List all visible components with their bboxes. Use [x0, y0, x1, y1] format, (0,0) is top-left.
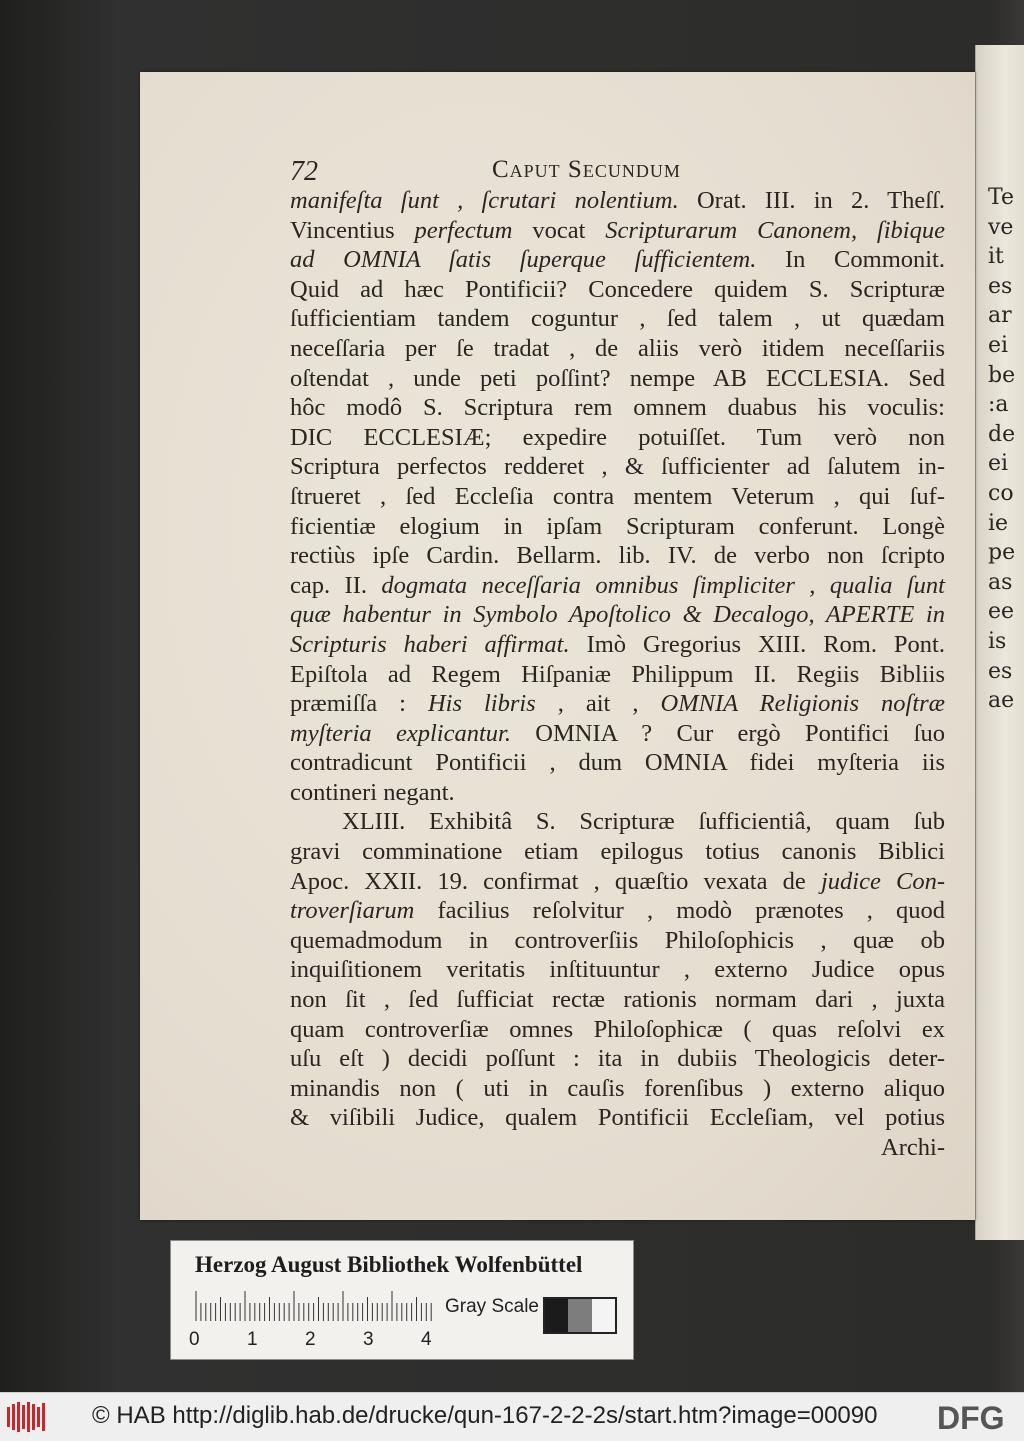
text-line: [290, 245, 945, 275]
text-line: [290, 719, 945, 749]
text-segment: manifeſta ſunt , ſcrutari nolentium.: [290, 187, 679, 214]
text-segment: OMNIA Religionis noſtræ: [660, 690, 945, 718]
dfg-logo-text: DFG: [937, 1401, 1005, 1433]
text-segment: Scriptura perfectos redderet , & ſufficienter ad ſalutem in-: [290, 453, 945, 481]
text-segment: uſu eſt ) decidi poſſunt : ita in dubiis Theologicis deter-: [290, 1045, 945, 1073]
facing-fragment: es: [988, 658, 1013, 684]
hab-logo-icon: [6, 1401, 48, 1433]
text-segment: judice Con-: [820, 867, 945, 895]
text-line: [290, 364, 945, 394]
ruler-number: 0: [189, 1329, 200, 1350]
text-segment: quemadmodum in controverſiis Philoſophicis , quæ ob: [290, 926, 945, 954]
text-line: [290, 1103, 945, 1133]
gray-swatch: [568, 1299, 591, 1332]
text-segment: Scripturarum Canonem, ſibique: [605, 216, 945, 244]
text-segment: quæ habentur in Symbolo Apoſtolico & Decalogo, APERTE in: [290, 601, 945, 629]
text-line: [290, 216, 945, 246]
gray-swatch: [592, 1299, 615, 1332]
hab-logo-bar: [12, 1404, 15, 1430]
text-segment: hôc modô S. Scriptura rem omnem duabus his voculis:: [290, 394, 945, 422]
text-segment: myſteria explicantur.: [290, 719, 511, 747]
text-line: [290, 896, 945, 926]
text-segment: Scripturis haberi affirmat.: [290, 630, 570, 658]
facing-fragment: it: [988, 244, 1004, 270]
text-segment: vocat: [512, 216, 606, 244]
text-segment: In Commonit.: [756, 246, 945, 274]
text-segment: contineri negant.: [290, 778, 455, 806]
facing-fragment: be: [988, 362, 1016, 388]
text-line: [290, 304, 945, 334]
text-segment: & viſibili Judice, qualem Pontificii Eccleſiam, vel potius: [290, 1104, 945, 1132]
facing-fragment: as: [988, 569, 1013, 595]
ruler-number: 3: [363, 1329, 374, 1350]
text-segment: OMNIA ? Cur ergò Pontifici ſuo: [510, 719, 945, 747]
facing-fragment: ei: [988, 451, 1009, 477]
ruler-scale: [193, 1291, 438, 1321]
text-line: [290, 837, 945, 867]
text-segment: Quid ad hæc Pontificii? Concedere quidem S. Scripturæ: [290, 275, 945, 303]
text-line: [290, 452, 945, 482]
facing-fragment: pe: [988, 540, 1016, 566]
facing-fragment: ar: [988, 303, 1012, 329]
text-segment: Vincentius: [290, 216, 415, 244]
text-segment: Epiſtola ad Regem Hiſpaniæ Philippum II. Regiis Bibliis: [290, 660, 945, 688]
ruler-number: 4: [421, 1329, 432, 1350]
text-segment: neceſſaria per ſe tradat , de aliis verò itidem neceſſariis: [290, 334, 945, 362]
text-segment: Apoc. XXII. 19. confirmat , quæſtio vexata de: [290, 867, 821, 895]
text-segment: quam controverſiæ omnes Philoſophicæ ( quas reſolvi ex: [290, 1015, 945, 1043]
facing-fragment: is: [988, 629, 1007, 654]
facing-fragment: ee: [988, 599, 1015, 625]
facing-fragment: Te: [988, 185, 1014, 210]
copyright-url[interactable]: © HAB http://diglib.hab.de/drucke/qun-167-2-2-2s/start.htm?image=00090: [92, 1402, 878, 1429]
ruler-numbers: [189, 1329, 449, 1353]
facing-fragment: ie: [988, 510, 1009, 536]
text-line: [290, 748, 945, 778]
text-segment: oſtendat , unde peti poſſint? nempe AB ECCLESIA. Sed: [290, 364, 945, 392]
text-line: [290, 1074, 945, 1104]
page-number: 72: [290, 156, 318, 187]
text-line: [290, 926, 945, 956]
text-line: [290, 186, 945, 216]
text-segment: troverſiarum: [290, 897, 415, 925]
facing-page-edge: [975, 45, 1024, 1240]
text-line: [290, 541, 945, 571]
color-calibration-bar: [170, 1240, 634, 1360]
text-segment: His libris: [427, 690, 536, 718]
text-segment: perfectum: [414, 216, 513, 244]
ruler-number: 1: [247, 1329, 258, 1350]
text-segment: , ait ,: [535, 690, 661, 718]
text-segment: cap. II.: [290, 571, 382, 599]
library-name: Herzog August Bibliothek Wolfenbüttel: [195, 1252, 583, 1277]
text-line: [290, 275, 945, 305]
hab-logo-bar: [32, 1404, 35, 1430]
text-line: [290, 1015, 945, 1045]
ruler-ticks: [193, 1291, 438, 1321]
facing-fragment: ei: [988, 333, 1009, 358]
text-segment: ficientiæ elogium in ipſam Scripturam conferunt. Longè: [290, 512, 945, 540]
footer-bar: [0, 1392, 1024, 1441]
text-segment: non ſit , ſed ſufficiat rectæ rationis normam dari , juxta: [290, 986, 945, 1014]
facing-fragment: es: [988, 273, 1013, 299]
text-line: [290, 867, 945, 897]
text-segment: XLIII. Exhibitâ S. Scripturæ ſufficientiâ, quam ſub: [342, 808, 945, 836]
facing-fragment: co: [988, 481, 1014, 506]
facing-fragment: ve: [988, 214, 1014, 240]
hab-logo-bar: [7, 1407, 10, 1427]
text-line: [290, 985, 945, 1015]
text-line: [290, 955, 945, 985]
text-segment: dogmata neceſſaria omnibus ſimpliciter , qualia ſunt: [381, 571, 945, 599]
page-text: [290, 186, 945, 1163]
catchword: Archi-: [881, 1134, 945, 1161]
text-line: [290, 482, 945, 512]
text-line: [290, 778, 945, 808]
text-line: [290, 423, 945, 453]
text-line: [290, 393, 945, 423]
text-segment: ſtrueret , ſed Eccleſia contra mentem Veterum , qui ſuf-: [290, 482, 945, 510]
gray-scale-label: Gray Scale: [445, 1296, 539, 1317]
text-line: [290, 571, 945, 601]
text-segment: facilius reſolvitur , modò prænotes , quod: [414, 897, 945, 925]
text-line: [290, 689, 945, 719]
hab-logo-bar: [27, 1402, 30, 1432]
text-segment: Orat. III. in 2. Theſſ.: [678, 187, 946, 214]
text-line: [290, 334, 945, 364]
text-segment: gravi comminatione etiam epilogus totius canonis Biblici: [290, 838, 945, 866]
text-segment: minandis non ( uti in cauſis forenſibus ) externo aliquo: [290, 1074, 945, 1102]
text-segment: rectiùs ipſe Cardin. Bellarm. lib. IV. de verbo non ſcripto: [290, 542, 945, 570]
hab-logo-bar: [22, 1405, 25, 1429]
text-line: [290, 1044, 945, 1074]
text-line: [290, 630, 945, 660]
text-segment: contradicunt Pontificii , dum OMNIA fidei myſteria iis: [290, 749, 945, 777]
running-head: Caput Secundum: [492, 156, 681, 183]
text-line: [290, 512, 945, 542]
hab-logo-bar: [37, 1407, 40, 1427]
hab-logo-bar: [17, 1402, 20, 1432]
text-segment: DIC ECCLESIÆ; expedire potuiſſet. Tum verò non: [290, 423, 945, 451]
text-segment: inquiſitionem veritatis inſtituuntur , externo Judice opus: [290, 956, 945, 984]
text-segment: præmiſſa :: [290, 690, 428, 718]
text-line: [290, 660, 945, 690]
text-segment: Imò Gregorius XIII. Rom. Pont.: [569, 630, 945, 658]
facing-fragment: ae: [988, 688, 1015, 714]
gray-swatch: [545, 1299, 568, 1332]
page-header: [290, 156, 940, 190]
facing-fragment: :a: [988, 392, 1009, 418]
text-line: [290, 600, 945, 630]
text-segment: ad OMNIA ſatis ſuperque ſufficientem.: [290, 246, 757, 274]
hab-logo-bar: [42, 1403, 45, 1431]
dfg-logo-icon: [935, 1401, 1019, 1433]
text-segment: ſufficientiam tandem coguntur , ſed talem , ut quædam: [290, 305, 945, 333]
facing-fragment: de: [988, 421, 1016, 447]
ruler-number: 2: [305, 1329, 316, 1350]
gray-scale-swatches: [543, 1297, 617, 1334]
text-line: [290, 807, 945, 837]
